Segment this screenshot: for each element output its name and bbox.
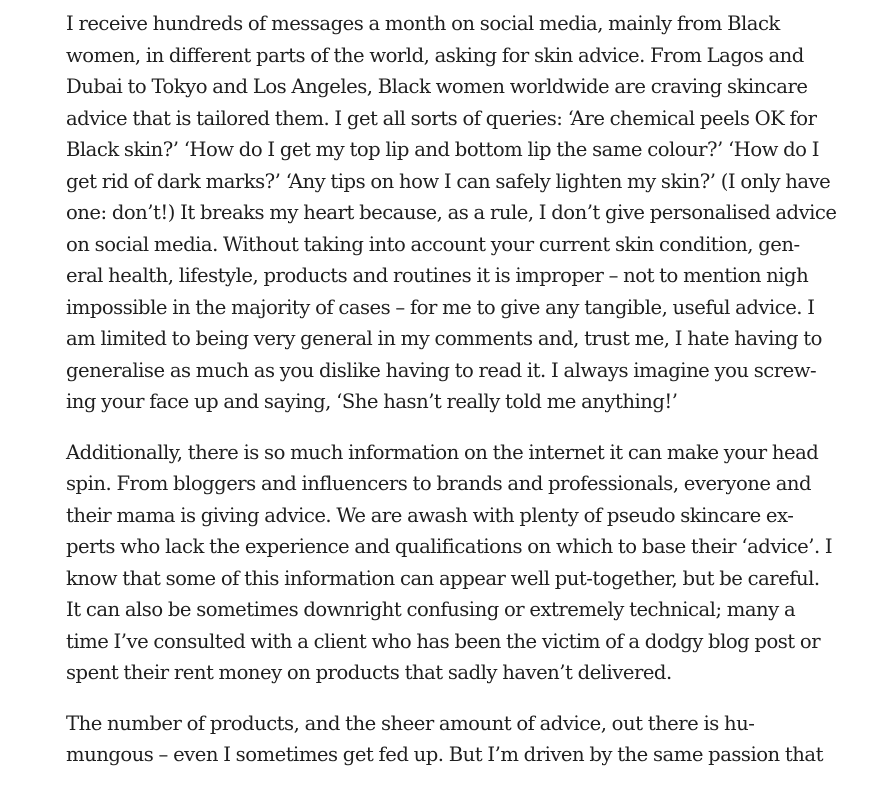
text-line: Black skin?’ ‘How do I get my top lip and bottom lip the same colour?’ ‘How do I [66,138,819,161]
text-line: Dubai to Tokyo and Los Angeles, Black women worldwide are craving skincare [66,75,808,98]
text-line: their mama is giving advice. We are awash with plenty of pseudo skincare ex- [66,503,794,527]
paragraph-1 [66,8,837,418]
text-line: advice that is tailored them. I get all sorts of queries: ‘Are chemical peels OK for [66,106,817,130]
text-line: time I’ve consulted with a client who has been the victim of a dodgy blog post or [66,629,821,653]
text-line: eral health, lifestyle, products and routines it is improper – not to mention nigh [66,264,809,287]
text-line: spin. From bloggers and influencers to brands and professionals, everyone and [66,472,812,495]
text-line: mungous – even I sometimes get fed up. But I’m driven by the same passion that [66,743,823,766]
text-line: Additionally, there is so much information on the internet it can make your head [66,440,819,464]
text-line: I receive hundreds of messages a month on social media, mainly from Black [66,12,780,35]
text-line: generalise as much as you dislike having to read it. I always imagine you screw- [66,358,817,382]
text-line: get rid of dark marks?’ ‘Any tips on how I can safely lighten my skin?’ (I only have [66,169,831,193]
text-line: ing your face up and saying, ‘She hasn’t really told me anything!’ [66,390,678,413]
text-line: impossible in the majority of cases – for me to give any tangible, useful advice. I [66,295,815,319]
text-line: one: don’t!) It breaks my heart because, as a rule, I don’t give personalised advice [66,201,837,224]
paragraph-3 [66,708,826,771]
text-line: on social media. Without taking into account your current skin condition, gen- [66,232,800,256]
text-line: women, in different parts of the world, asking for skin advice. From Lagos and [66,43,804,67]
text-line: The number of products, and the sheer amount of advice, out there is hu- [66,711,755,735]
text-line: am limited to being very general in my comments and, trust me, I hate having to [66,327,822,350]
text-line: perts who lack the experience and qualifications on which to base their ‘advice’. I [66,535,833,558]
document-page [66,8,837,790]
text-line: know that some of this information can appear well put-together, but be careful. [66,566,820,590]
text-line: It can also be sometimes downright confusing or extremely technical; many a [66,598,796,621]
text-line: spent their rent money on products that sadly haven’t delivered. [66,661,672,684]
paragraph-2 [66,437,833,689]
